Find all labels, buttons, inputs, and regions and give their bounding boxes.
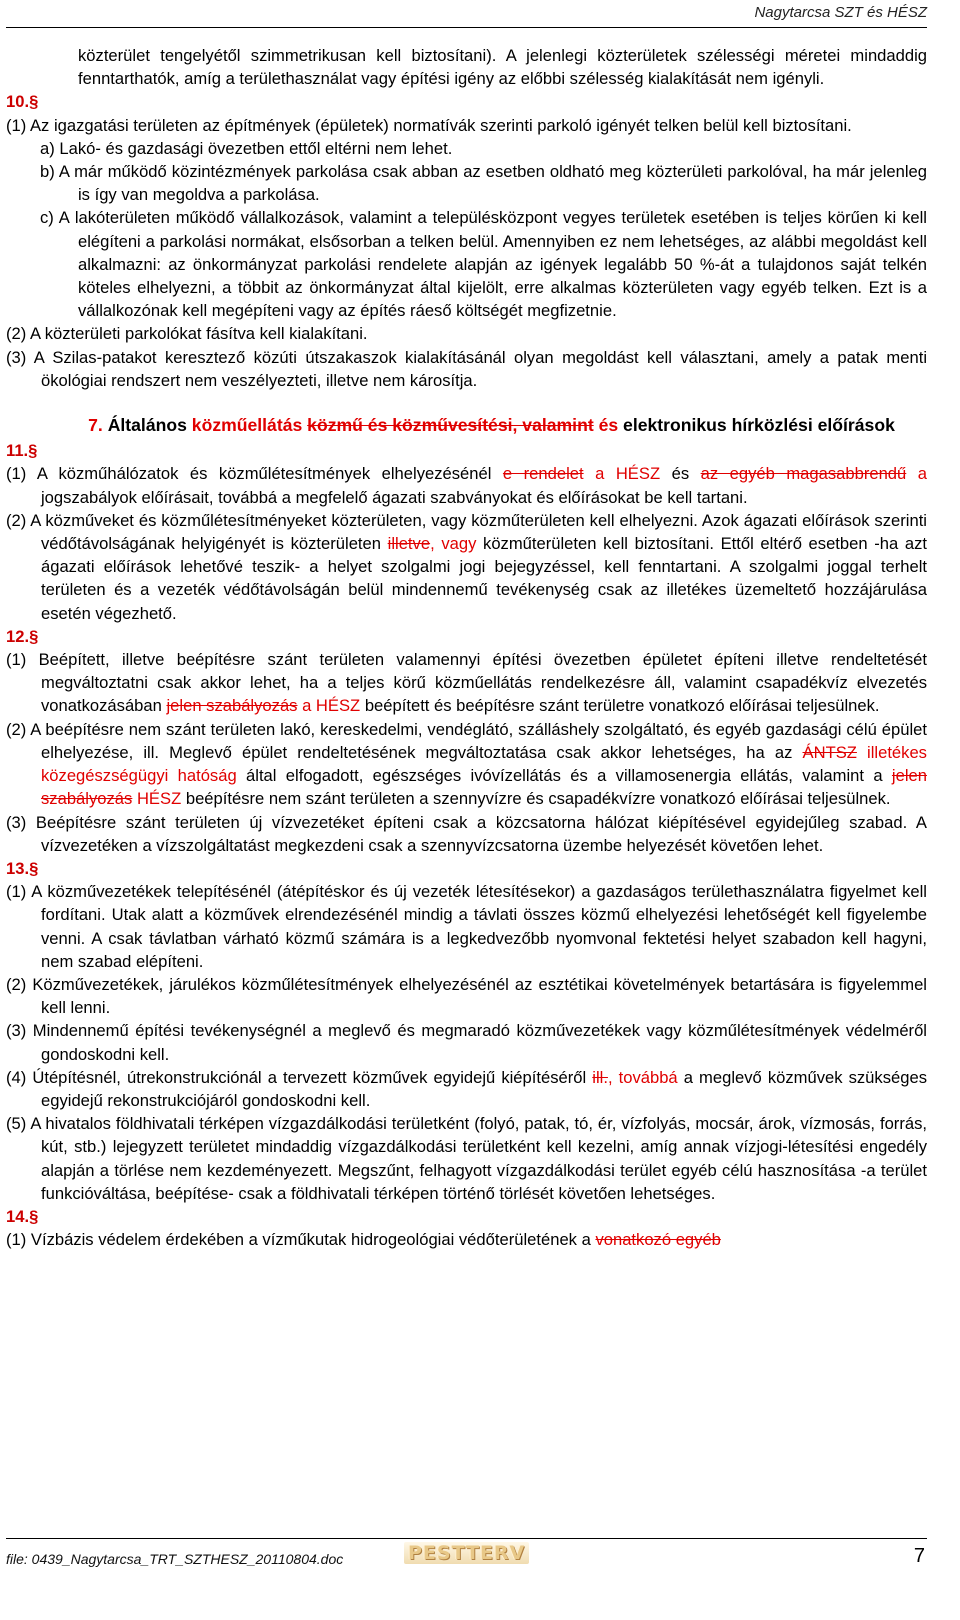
text-run: (1) A közműhálózatok és közműlétesítmények elhelyezésénél (6, 464, 492, 484)
section-13-para-3: (3) Mindennemű építési tevékenységnél a meglevő és megmaradó közművezetékek vagy közműlétesítmények védelméről gondoskodni kell. (6, 1021, 927, 1064)
page-number: 7 (913, 1545, 925, 1567)
section-10-item-b: b) A már működő közintézmények parkolása csak abban az esetben oldható meg közterületi parkolóval, ha már jelenleg is így van megoldva a parkolása. (40, 162, 927, 205)
section-12-para-3: (3) Beépítésre szánt területen új vízvezetéket építeni csak a közcsatorna hálózat kiépítésével egyidejűleg szabad. A vízvezetéken a vízszolgáltatást megkezdeni csak a szennyvízcsatorna üzembe helyezését követően lehet. (6, 812, 927, 855)
document-body (6, 44, 927, 1251)
text-run: és (671, 464, 690, 484)
text-run: által elfogadott, egészséges ivóvízellátás és a villamosenergia ellátás, valamint a (246, 766, 883, 786)
text-run: beépítésre nem szánt területen a szennyvízre és csapadékvízre vonatkozó előírásai teljesülnek. (185, 789, 891, 809)
text-run: (1) Beépített, illetve beépítésre szánt területen valamennyi építési övezetben épületet építeni illetve rendeltetését megváltoztatni csak akkor lehet, ha a teljes körű közműellátás rendelkezésre áll, valamint csapadékvíz elvezetés vonatkozásában (6, 650, 927, 716)
pestterv-logo: PESTTERV (404, 1542, 529, 1564)
inserted-text: , továbbá (607, 1067, 678, 1087)
text-run: (1) Vízbázis védelem érdekében a vízműkutak hidrogeológiai védőterületének a (6, 1230, 591, 1250)
deleted-text: ill. (592, 1067, 608, 1087)
section-11-para-1 (6, 462, 927, 508)
section-12-para-1 (6, 648, 927, 718)
intro-paragraph: közterület tengelyétől szimmetrikusan kell biztosítani). A jelenlegi közterületek szélességi méretei mindaddig fenntarthatók, amíg a területhasználat vagy építési igény az előbbi szélesség kialakítását nem igényli. (78, 46, 927, 89)
section-11-para-2 (6, 509, 927, 625)
chapter-title-part: Általános (107, 415, 187, 436)
header-rule (6, 27, 927, 28)
section-12-para-2 (6, 718, 927, 811)
deleted-text: jelen szabályozás (41, 766, 927, 809)
inserted-text: HÉSZ (136, 789, 182, 809)
text-run: (2) A beépítésre nem szánt területen lakó, kereskedelmi, vendéglátó, szálláshely szolgáltató, és egyéb gazdasági célú épület elhelyezése, ill. Meglevő épület rendeltetésének megváltoztatása csak akkor lehetséges, ha az (6, 719, 927, 762)
footer-rule (6, 1538, 927, 1539)
section-10-para-1: (1) Az igazgatási területen az építmények (épületek) normatívák szerinti parkoló igényét telken belül kell biztosítani. (6, 115, 852, 135)
section-12-number: 12.§ (6, 626, 39, 646)
section-10-number: 10.§ (6, 92, 39, 112)
section-11-number: 11.§ (6, 441, 38, 461)
text-run: közműterületen kell biztosítani. Ettől eltérő esetben -ha azt ágazati előírások lehetővé teszik- a helyet szolgalmi jogi bejegyzéssel, kell fenntartani. A szolgalmi joggal terhelt területen és a vezeték védőtávolságán belül mindennemű tevékenység csak az illetékes üzemeltető hozzájárulása esetén végezhető. (41, 534, 927, 623)
section-13-number: 13.§ (6, 858, 39, 878)
section-13-para-4 (6, 1066, 927, 1112)
deleted-text: az egyéb magasabbrendű (700, 464, 907, 484)
text-run: a meglevő közművek szükséges egyidejű rekonstrukciójáról gondoskodni kell. (41, 1067, 927, 1110)
inserted-text: a (917, 464, 928, 484)
text-run: jogszabályok előírásait, továbbá a megfelelő ágazati szabványokat és előírásokat be kell tartani. (41, 487, 748, 507)
section-13-para-5: (5) A hivatalos földhivatali térképen vízgazdálkodási területként (folyó, patak, tó, ér, vízfolyás, mocsár, árok, vízmosás, forrás, kút, stb.) lejegyzett területet mindaddig vízgazdálkodási területként kell kezelni, amíg annak vízjogi-létesítési engedély alapján a törlése nem kezdeményezett. Megszűnt, felhagyott vízgazdálkodási terület egyéb célú hasznosítása -a terület funkcióváltása, beépítése- csak a földhivatali térképen történő törlését követően lehetséges. (6, 1114, 927, 1203)
header-title: Nagytarcsa SZT és HÉSZ (754, 4, 927, 21)
deleted-text: ÁNTSZ (802, 742, 857, 762)
text-run: (4) Útépítésnél, útrekonstrukciónál a tervezett közművek egyidejű kiépítéséről (6, 1067, 587, 1087)
deleted-text: jelen szabályozás (166, 696, 298, 716)
chapter-7-heading (6, 414, 927, 437)
inserted-text: a HÉSZ (595, 464, 661, 484)
text-run: beépített és beépítésre szánt területre vonatkozó előírásai teljesülnek. (364, 696, 880, 716)
deleted-text: közmű és közművesítési, valamint (307, 415, 594, 436)
inserted-text: illetékes közegészségügyi hatóság (41, 742, 927, 786)
section-14-para-1 (6, 1228, 927, 1251)
section-13-para-2: (2) Közművezetékek, járulékos közműlétesítmények elhelyezésénél az esztétikai követelmények betartására is figyelemmel kell lenni. (6, 974, 927, 1018)
section-14-number: 14.§ (6, 1206, 39, 1226)
chapter-number: 7. (88, 415, 103, 436)
footer-filename: file: 0439_Nagytarcsa_TRT_SZTHESZ_20110804.doc (6, 1551, 344, 1567)
inserted-text: , vagy (430, 534, 477, 554)
section-10-para-3: (3) A Szilas-patakot keresztező közúti útszakaszok kialakításánál olyan megoldást kell választani, amely a patak menti ökológiai rendszert nem veszélyezteti, illetve nem károsítja. (6, 347, 927, 390)
section-10-item-c: c) A lakóterületen működő vállalkozások, valamint a településközpont vegyes területek esetében is teljes körűen ki kell elégíteni a parkolási normákat, elsősorban a telken belül. Amennyiben ez nem lehetséges, az alábbi megoldást kell alkalmazni: az önkormányzat parkolási rendelete alapján az igények legalább 50 %-át a tulajdonos saját telkén köteles elhelyezni, a többit az önkormányzat által kijelölt, erre alkalmas közterületen vagy egyéb telken. Ezt is a vállalkozónak kell megépíteni vagy az építés ráeső költségét megfizetnie. (40, 208, 927, 321)
inserted-text: és (598, 415, 619, 436)
text-run: (2) A közműveket és közműlétesítményeket közterületen, vagy közműterületen kell elhelyezni. Azok ágazati előírások szerinti védőtávolságának helyigényét is közterületen (6, 510, 927, 554)
section-10-para-2: (2) A közterületi parkolókat fásítva kell kialakítani. (6, 324, 368, 344)
inserted-text: közműellátás (191, 415, 303, 436)
deleted-text: illetve (387, 534, 431, 554)
section-10-item-a: a) Lakó- és gazdasági övezetben ettől eltérni nem lehet. (40, 138, 453, 158)
inserted-text: a HÉSZ (302, 696, 361, 716)
chapter-title-part: elektronikus hírközlési előírások (623, 415, 895, 436)
section-13-para-1: (1) A közművezetékek telepítésénél (átépítéskor és új vezeték létesítésekor) a gazdaságos területhasználatra figyelmet kell fordítani. Utak alatt a közművek elrendezésénél mindig a távlati összes közmű elhelyezési lehetőségét kell figyelembe venni. A csak távlatban várható közmű számára is a legkedvezőbb nyomvonal fektetési helyet szabadon kell hagyni, nem szabad elépíteni. (6, 882, 927, 971)
deleted-text: vonatkozó egyéb (595, 1230, 721, 1250)
deleted-text: e rendelet (502, 464, 584, 484)
